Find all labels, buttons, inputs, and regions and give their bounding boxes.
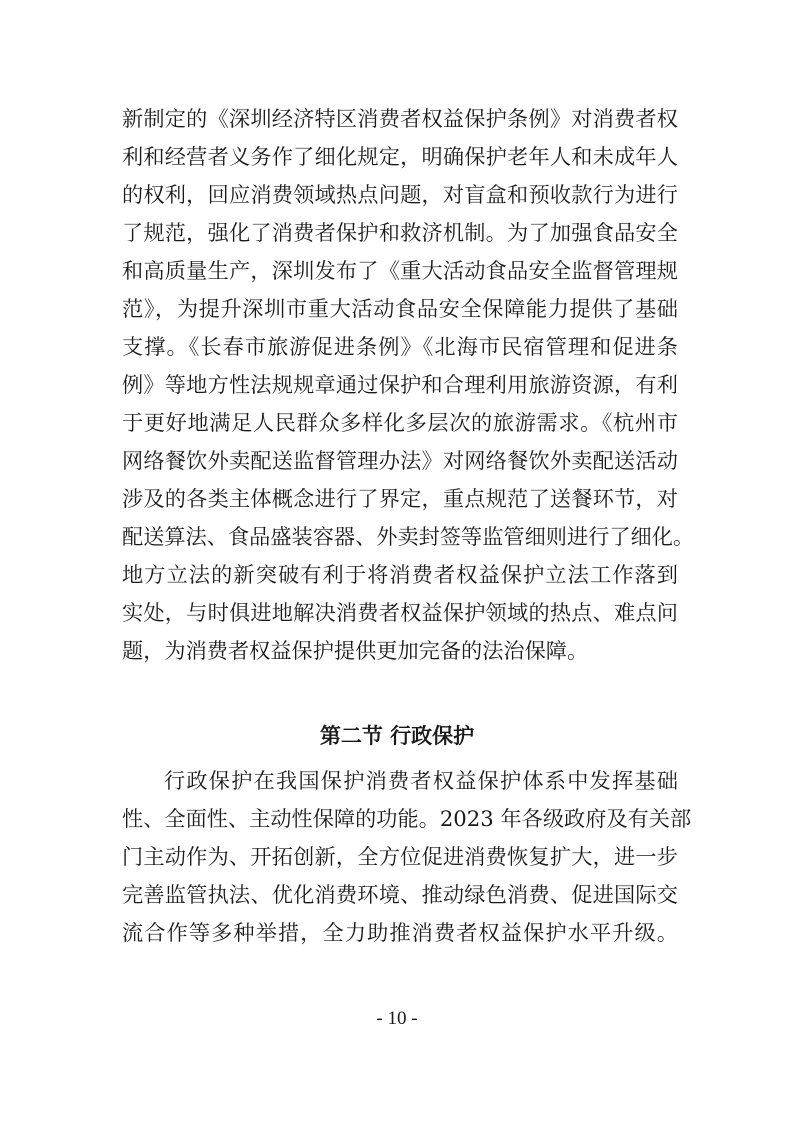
text-line: 行政保护在我国保护消费者权益保护体系中发挥基础 — [164, 768, 678, 793]
text-line: 门主动作为、开拓创新，全方位促进消费恢复扩大，进一步 — [122, 844, 678, 869]
text-line: 网络餐饮外卖配送监督管理办法》对网络餐饮外卖配送活动 — [122, 448, 678, 473]
text-line: 范》，为提升深圳市重大活动食品安全保障能力提供了基础 — [122, 296, 678, 321]
text-line: 例》等地方性法规规章通过保护和合理利用旅游资源，有利 — [122, 372, 678, 397]
text-line: 支撑。《长春市旅游促进条例》《北海市民宿管理和促进条 — [122, 334, 678, 359]
text-line: 性、全面性、主动性保障的功能。2023 年各级政府及有关部 — [122, 806, 692, 831]
text-line: 利和经营者义务作了细化规定，明确保护老年人和未成年人 — [122, 144, 678, 169]
text-line: 新制定的《深圳经济特区消费者权益保护条例》对消费者权 — [122, 106, 678, 131]
text-line: 流合作等多种举措，全力助推消费者权益保护水平升级。 — [122, 920, 678, 945]
text-line: 地方立法的新突破有利于将消费者权益保护立法工作落到 — [122, 562, 678, 587]
text-line: 和高质量生产，深圳发布了《重大活动食品安全监督管理规 — [122, 258, 678, 283]
text-line: 配送算法、食品盛装容器、外卖封签等监管细则进行了细化。 — [122, 524, 695, 549]
section-heading: 第二节 行政保护 — [319, 724, 475, 748]
text-line: 的权利，回应消费领域热点问题，对盲盒和预收款行为进行 — [122, 182, 678, 207]
text-line: 了规范，强化了消费者保护和救济机制。为了加强食品安全 — [122, 220, 678, 245]
text-line: 于更好地满足人民群众多样化多层次的旅游需求。《杭州市 — [122, 410, 678, 435]
text-line: 实处，与时俱进地解决消费者权益保护领域的热点、难点问 — [122, 600, 678, 625]
text-line: 涉及的各类主体概念进行了界定，重点规范了送餐环节，对 — [122, 486, 678, 511]
page-number: - 10 - — [376, 1008, 418, 1029]
text-line: 题，为消费者权益保护提供更加完备的法治保障。 — [122, 638, 589, 663]
text-line: 完善监管执法、优化消费环境、推动绿色消费、促进国际交 — [122, 882, 678, 907]
